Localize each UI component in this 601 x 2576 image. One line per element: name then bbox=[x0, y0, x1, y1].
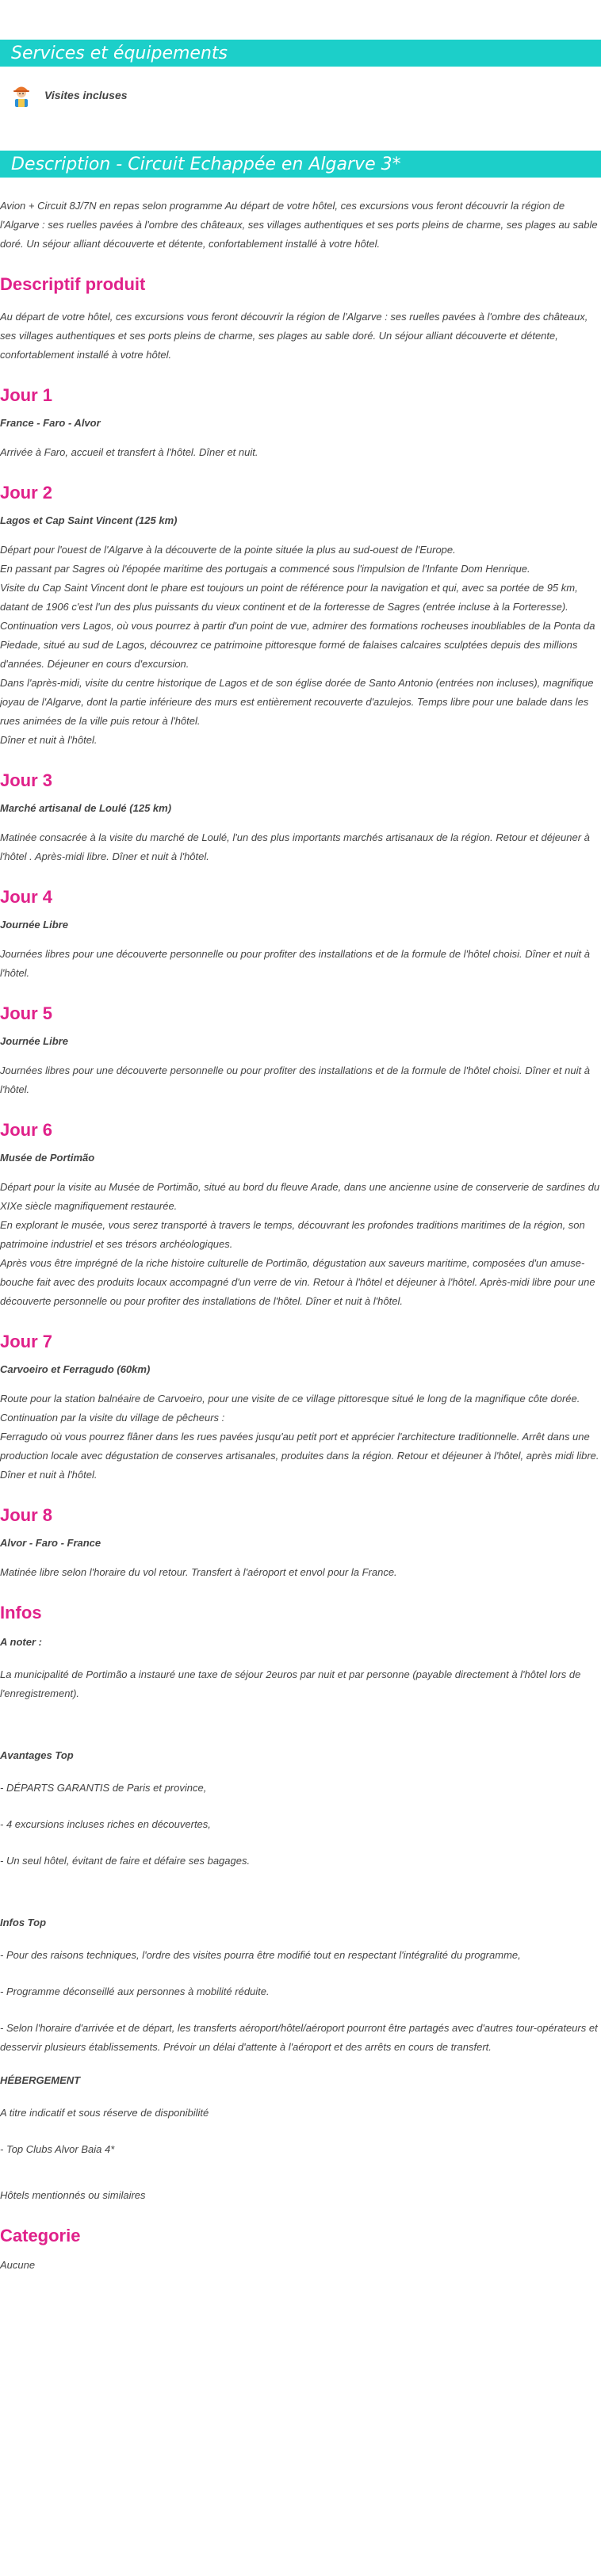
day-subtitle: Carvoeiro et Ferragudo (60km) bbox=[0, 1363, 151, 1375]
descriptif-title: Descriptif produit bbox=[0, 274, 146, 294]
day-description: Départ pour la visite au Musée de Portimão, situé au bord du fleuve Arade, dans une ancienne usine de conserverie de sardines du XIXe siècle magnifiquement restaurée. En explorant le musée, vous serez transporté à travers le temps, découvrant les profondes traditions maritimes de la région, son patrimoine industriel et ses trésors archéologiques. Après vous être imprégné de la riche histoire culturelle de Portimão, dégustation aux saveurs maritime, composées d'un amuse-bouche fait avec des produits locaux accompagné d'un verre de vin. Retour à l'hôtel et déjeuner à l'hôtel. Après-midi libre pour une découverte personnelle ou pour profiter des installations de l'hôtel. Dîner et nuit à l'hôtel. bbox=[0, 1181, 600, 1307]
content-area bbox=[0, 197, 601, 2271]
description-title: Description - Circuit Echappée en Algarve 3* bbox=[11, 154, 401, 174]
descriptif-text: Au départ de votre hôtel, ces excursions vous feront découvrir la région de l'Algarve : ses ruelles pavées à l'ombre des châteaux, ses villages authentiques et ses ports pleins de charme, ses plages au sable doré. Un séjour alliant découverte et détente, confortablement installé à votre hôtel. bbox=[0, 311, 588, 361]
day-description: Arrivée à Faro, accueil et transfert à l'hôtel. Dîner et nuit. bbox=[0, 446, 258, 458]
day-description: Matinée libre selon l'horaire du vol retour. Transfert à l'aéroport et envol pour la France. bbox=[0, 1566, 397, 1578]
infos-top-title: Infos Top bbox=[0, 1917, 47, 1928]
hebergement-title: HÉBERGEMENT bbox=[0, 2074, 81, 2086]
avantage-item: - DÉPARTS GARANTIS de Paris et province, bbox=[0, 1782, 207, 1794]
day-title: Jour 6 bbox=[0, 1120, 53, 1140]
day-title: Jour 8 bbox=[0, 1505, 53, 1525]
avantages-title: Avantages Top bbox=[0, 1749, 74, 1761]
hebergement-item: A titre indicatif et sous réserve de disponibilité bbox=[0, 2107, 209, 2119]
services-header bbox=[0, 40, 601, 67]
day-subtitle: Journée Libre bbox=[0, 919, 68, 931]
day-subtitle: Alvor - Faro - France bbox=[0, 1537, 101, 1549]
day-description: Route pour la station balnéaire de Carvoeiro, pour une visite de ce village pittoresque situé le long de la magnifique côte dorée. Continuation par la visite du village de pêcheurs : Ferragudo où vous pourrez flâner dans les rues pavées jusqu'au petit port et apprécier l'architecture traditionnelle. Arrêt dans une production locale avec dégustation de conserves artisanales, produites dans la région. Retour et déjeuner à l'hôtel, après midi libre. Dîner et nuit à l'hôtel. bbox=[0, 1393, 599, 1481]
day-subtitle: France - Faro - Alvor bbox=[0, 417, 101, 429]
visites-row bbox=[0, 67, 601, 111]
day-subtitle: Lagos et Cap Saint Vincent (125 km) bbox=[0, 514, 178, 526]
avantage-item: - Un seul hôtel, évitant de faire et défaire ses bagages. bbox=[0, 1855, 251, 1867]
description-intro: Avion + Circuit 8J/7N en repas selon programme Au départ de votre hôtel, ces excursions vous feront découvrir la région de l'Algarve : ses ruelles pavées à l'ombre des châteaux, ses villages authentiques et ses ports pleins de charme, ses plages au sable doré. Un séjour alliant découverte et détente, confortablement installé à votre hôtel. bbox=[0, 200, 598, 250]
infos-top-item: - Pour des raisons techniques, l'ordre des visites pourra être modifié tout en respectant l'intégralité du programme, bbox=[0, 1949, 521, 1961]
avantage-item: - 4 excursions incluses riches en découvertes, bbox=[0, 1818, 211, 1830]
day-title: Jour 7 bbox=[0, 1332, 53, 1351]
day-description: Départ pour l'ouest de l'Algarve à la découverte de la pointe située la plus au sud-ouest de l'Europe. En passant par Sagres où l'épopée maritime des portugais a commencé sous l'impulsion de l'Infante Dom Henrique. Visite du Cap Saint Vincent dont le phare est toujours un point de référence pour la navigation et qui, avec sa portée de 95 km, datant de 1906 c'est l'un des plus puissants du vieux continent et de la forteresse de Sagres (entrée incluse à la Forteresse). Continuation vers Lagos, où vous pourrez à partir d'un point de vue, admirer des formations rocheuses inoubliables de la Ponta da Piedade, situé au sud de Lagos, découvrez ce patrimoine pittoresque formé de falaises calcaires sculptées depuis des millions d'années. Déjeuner en cours d'excursion. Dans l'après-midi, visite du centre historique de Lagos et de son église dorée de Santo Antonio (entrées non incluses), magnifique joyau de l'Algarve, dont la partie inférieure des murs est entièrement recouverte d'azulejos. Temps libre pour une balade dans les rues animées de la ville puis retour à l'hôtel. Dîner et nuit à l'hôtel. bbox=[0, 544, 595, 746]
day-description: Journées libres pour une découverte personnelle ou pour profiter des installations et de la formule de l'hôtel choisi. Dîner et nuit à l'hôtel. bbox=[0, 948, 590, 979]
infos-top-item: - Selon l'horaire d'arrivée et de départ, les transferts aéroport/hôtel/aéroport pourront être partagés avec d'autres tour-opérateurs et desservir plusieurs établissements. Prévoir un délai d'attente à l'aéroport et des arrêts en cours de transfert. bbox=[0, 2022, 598, 2053]
hotels-note: Hôtels mentionnés ou similaires bbox=[0, 2189, 146, 2201]
hebergement-item: - Top Clubs Alvor Baia 4* bbox=[0, 2143, 115, 2155]
taxe-sejour-text: La municipalité de Portimão a instauré une taxe de séjour 2euros par nuit et par personne (payable directement à l'hôtel lors de l'enregistrement). bbox=[0, 1668, 581, 1699]
day-subtitle: Journée Libre bbox=[0, 1035, 68, 1047]
description-header bbox=[0, 151, 601, 178]
a-noter-label: A noter : bbox=[0, 1636, 42, 1648]
day-subtitle: Marché artisanal de Loulé (125 km) bbox=[0, 802, 172, 814]
infos-top-item: - Programme déconseillé aux personnes à mobilité réduite. bbox=[0, 1986, 270, 1997]
infos-title: Infos bbox=[0, 1603, 42, 1622]
day-description: Journées libres pour une découverte personnelle ou pour profiter des installations et de la formule de l'hôtel choisi. Dîner et nuit à l'hôtel. bbox=[0, 1064, 590, 1095]
day-title: Jour 3 bbox=[0, 770, 53, 790]
categorie-title: Categorie bbox=[0, 2226, 81, 2245]
day-title: Jour 2 bbox=[0, 483, 53, 503]
infos-block bbox=[0, 1636, 601, 2205]
day-title: Jour 4 bbox=[0, 887, 53, 907]
day-title: Jour 5 bbox=[0, 1003, 53, 1023]
visites-incluses-label: Visites incluses bbox=[44, 89, 128, 101]
services-title: Services et équipements bbox=[11, 43, 228, 63]
itinerary-days bbox=[0, 385, 601, 1582]
categorie-value: Aucune bbox=[0, 2259, 36, 2271]
day-subtitle: Musée de Portimão bbox=[0, 1152, 95, 1164]
guide-person-icon bbox=[8, 82, 35, 109]
day-title: Jour 1 bbox=[0, 385, 53, 405]
day-description: Matinée consacrée à la visite du marché de Loulé, l'un des plus importants marchés artisanaux de la région. Retour et déjeuner à l'hôtel . Après-midi libre. Dîner et nuit à l'hôtel. bbox=[0, 831, 590, 862]
